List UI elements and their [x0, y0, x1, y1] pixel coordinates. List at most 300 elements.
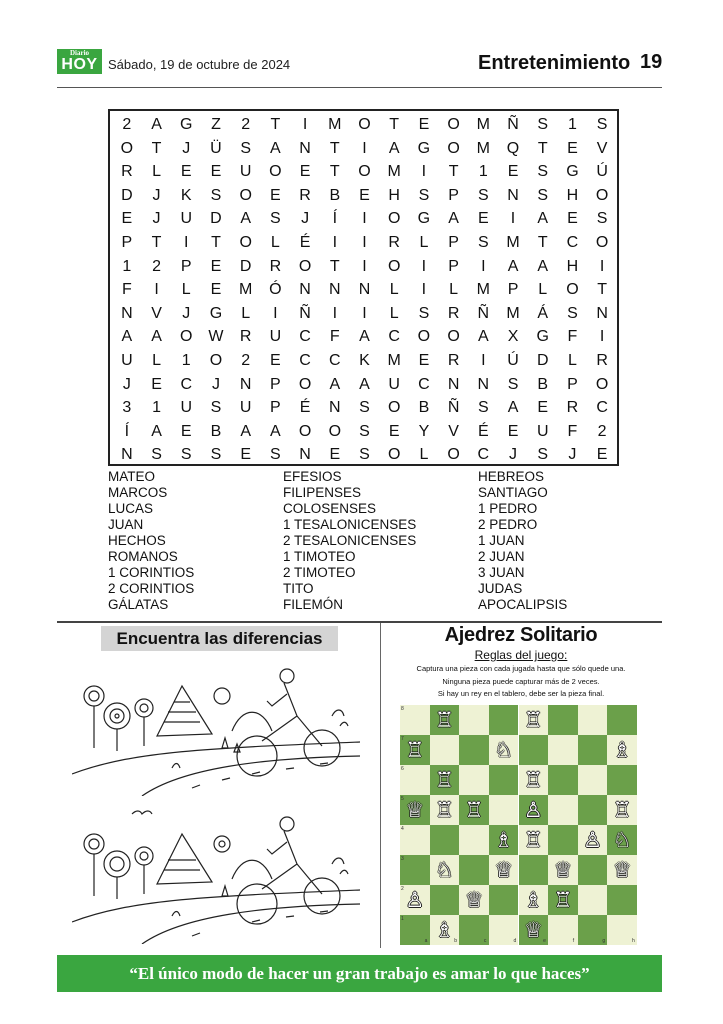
grid-letter: L — [449, 281, 459, 299]
grid-letter: T — [270, 116, 281, 133]
grid-letter: P — [567, 375, 578, 393]
grid-letter: G — [417, 210, 431, 228]
grid-letter: 1 — [152, 399, 161, 417]
rules-title: Reglas del juego: — [474, 648, 568, 662]
grid-letter: Ñ — [299, 304, 311, 322]
file-label: d — [513, 938, 517, 944]
grid-letter: E — [210, 257, 222, 275]
word-item: HECHOS — [108, 533, 166, 548]
queen-icon: ♕ — [494, 858, 514, 882]
board-square — [430, 735, 460, 765]
grid-letter: I — [273, 304, 278, 322]
board-square — [578, 795, 608, 825]
grid-letter: N — [239, 375, 252, 393]
grid-letter: A — [329, 375, 341, 393]
grid-letter: Í — [332, 210, 338, 228]
rook-icon: ♖ — [553, 888, 573, 912]
board-square — [459, 765, 489, 795]
grid-letter: I — [362, 210, 367, 228]
grid-letter: U — [121, 352, 133, 369]
grid-letter: R — [447, 304, 460, 322]
board-square — [459, 735, 489, 765]
word-list-column-1 — [108, 469, 194, 613]
knight-icon: ♘ — [494, 738, 514, 762]
grid-letter: R — [566, 399, 579, 417]
grid-letter: O — [595, 375, 609, 393]
grid-letter: I — [421, 281, 427, 299]
grid-letter: J — [301, 210, 310, 228]
grid-letter: I — [184, 234, 189, 251]
grid-letter: A — [388, 139, 400, 157]
grid-letter: E — [240, 446, 251, 464]
grid-letter: R — [269, 257, 282, 275]
rook-icon: ♖ — [523, 828, 543, 852]
grid-row — [112, 325, 617, 349]
grid-letter: N — [358, 281, 371, 299]
grid-letter: C — [180, 375, 193, 393]
grid-letter: M — [387, 163, 401, 181]
grid-letter: J — [152, 186, 161, 204]
grid-letter: I — [362, 257, 367, 275]
rule-line: Captura una pieza con cada jugada hasta que sólo quede una. — [416, 664, 626, 673]
grid-letter: A — [240, 422, 251, 440]
grid-letter: Z — [211, 116, 221, 133]
grid-letter: A — [240, 210, 251, 228]
grid-letter: S — [477, 234, 489, 251]
knight-icon: ♘ — [435, 858, 454, 882]
grid-letter: N — [299, 446, 311, 464]
grid-letter: L — [152, 352, 161, 369]
grid-letter: P — [270, 375, 281, 393]
grid-letter: I — [154, 281, 159, 299]
grid-letter: P — [448, 234, 459, 251]
grid-letter: S — [359, 446, 370, 464]
grid-letter: I — [332, 304, 338, 322]
grid-letter: S — [567, 304, 578, 322]
board-square — [607, 765, 637, 795]
grid-letter: Ú — [596, 163, 608, 181]
grid-letter: E — [180, 422, 192, 440]
logo-small-text: Diario — [69, 49, 90, 57]
rank-label: 4 — [401, 826, 404, 832]
rank-label: 7 — [401, 736, 404, 742]
grid-letter: É — [477, 422, 489, 440]
grid-letter: D — [121, 186, 133, 204]
grid-letter: L — [241, 304, 251, 322]
grid-letter: 2 — [241, 116, 251, 133]
grid-letter: S — [596, 210, 608, 228]
grid-letter: E — [567, 139, 578, 157]
grid-letter: L — [419, 234, 429, 251]
pawn-icon: ♙ — [523, 798, 543, 822]
grid-letter: A — [359, 328, 370, 346]
grid-letter: O — [595, 186, 609, 204]
board-square — [519, 855, 549, 885]
grid-letter: N — [329, 399, 341, 417]
board-square — [578, 855, 608, 885]
grid-letter: G — [566, 163, 579, 181]
grid-letter: L — [538, 281, 548, 299]
grid-letter: E — [270, 352, 281, 369]
grid-letter: G — [536, 328, 549, 346]
grid-letter: E — [151, 375, 162, 393]
grid-letter: B — [537, 375, 549, 393]
board-square — [519, 735, 549, 765]
grid-letter: A — [448, 210, 459, 228]
grid-letter: O — [417, 328, 431, 346]
grid-letter: O — [358, 163, 371, 181]
grid-letter: C — [299, 352, 311, 369]
grid-letter: Ó — [269, 281, 282, 299]
grid-letter: Ü — [210, 139, 222, 157]
grid-letter: N — [299, 281, 311, 299]
grid-letter: O — [180, 328, 193, 346]
grid-letter: 1 — [122, 257, 132, 275]
section-divider — [57, 621, 662, 623]
word-item: 1 CORINTIOS — [108, 565, 195, 580]
grid-letter: I — [362, 234, 367, 251]
board-square — [459, 825, 489, 855]
grid-letter: R — [299, 186, 311, 204]
grid-letter: N — [299, 139, 311, 157]
grid-letter: M — [476, 139, 490, 157]
grid-row — [112, 396, 617, 420]
grid-letter: N — [596, 304, 608, 322]
grid-letter: O — [239, 186, 252, 204]
grid-letter: L — [152, 163, 161, 181]
board-square — [459, 705, 489, 735]
grid-letter: E — [388, 422, 400, 440]
file-label: e — [543, 938, 546, 944]
board-square — [578, 735, 608, 765]
grid-letter: É — [299, 399, 311, 417]
grid-letter: 1 — [567, 116, 577, 133]
queen-icon: ♕ — [553, 858, 573, 882]
grid-row — [112, 113, 617, 137]
grid-letter: I — [481, 352, 486, 369]
grid-letter: N — [121, 446, 133, 464]
rook-icon: ♖ — [435, 708, 454, 732]
grid-letter: Ñ — [507, 116, 519, 133]
grid-letter: S — [418, 304, 430, 322]
grid-letter: M — [387, 352, 401, 369]
grid-letter: P — [270, 399, 281, 417]
grid-letter: N — [507, 186, 519, 204]
grid-letter: 2 — [122, 116, 132, 133]
grid-letter: O — [298, 375, 312, 393]
board-square — [578, 705, 608, 735]
grid-letter: A — [270, 422, 281, 440]
grid-letter: Ñ — [447, 399, 460, 417]
footer-quote: “El único modo de hacer un gran trabajo es amar lo que haces” — [57, 955, 662, 992]
word-item: JUDAS — [478, 581, 523, 596]
word-item: 1 JUAN — [478, 533, 525, 548]
grid-letter: A — [151, 422, 162, 440]
grid-letter: H — [566, 257, 579, 275]
drawing-modified — [72, 804, 360, 944]
board-square — [489, 705, 519, 735]
header-rule — [57, 87, 662, 88]
rook-icon: ♖ — [523, 708, 543, 732]
grid-letter: D — [239, 257, 252, 275]
grid-letter: F — [567, 422, 578, 440]
grid-letter: W — [208, 328, 224, 346]
word-item: LUCAS — [108, 501, 154, 516]
word-item: FILEMÓN — [283, 597, 344, 612]
grid-letter: X — [507, 328, 519, 346]
board-square — [489, 795, 519, 825]
grid-letter: D — [210, 210, 222, 228]
grid-letter: O — [595, 234, 609, 251]
grid-letter: C — [477, 446, 490, 464]
grid-row — [112, 255, 617, 279]
grid-letter: B — [210, 422, 222, 440]
grid-letter: L — [419, 446, 429, 464]
grid-letter: N — [477, 375, 490, 393]
grid-letter: U — [536, 422, 549, 440]
grid-letter: P — [180, 257, 192, 275]
file-label: a — [424, 938, 428, 944]
word-search-grid — [108, 109, 619, 466]
grid-letter: O — [447, 328, 460, 346]
rook-icon: ♖ — [523, 768, 543, 792]
queen-icon: ♕ — [405, 798, 425, 822]
grid-letter: O — [387, 446, 401, 464]
grid-letter: S — [359, 399, 370, 417]
bishop-icon: ♗ — [494, 828, 514, 852]
grid-letter: M — [506, 234, 520, 251]
grid-letter: 1 — [478, 163, 488, 181]
grid-letter: F — [121, 281, 132, 299]
grid-letter: S — [240, 139, 251, 157]
grid-letter: E — [359, 186, 370, 204]
grid-letter: O — [447, 446, 460, 464]
issue-date: Sábado, 19 de octubre de 2024 — [108, 57, 291, 72]
grid-letter: U — [388, 375, 400, 393]
grid-row — [112, 278, 617, 302]
grid-letter: S — [359, 422, 370, 440]
page-number: 19 — [640, 51, 663, 73]
grid-letter: P — [448, 186, 459, 204]
grid-letter: A — [537, 257, 549, 275]
grid-letter: E — [210, 281, 222, 299]
grid-letter: Ñ — [477, 304, 490, 322]
rook-icon: ♖ — [435, 798, 454, 822]
grid-letter: R — [447, 352, 460, 369]
grid-letter: I — [599, 257, 605, 275]
board-square — [607, 885, 637, 915]
grid-letter: O — [239, 234, 252, 251]
grid-letter: E — [210, 163, 222, 181]
grid-letter: E — [477, 210, 489, 228]
grid-letter: S — [537, 446, 549, 464]
grid-letter: R — [388, 234, 400, 251]
bishop-icon: ♗ — [523, 888, 543, 912]
grid-letter: O — [328, 422, 342, 440]
grid-letter: O — [298, 422, 312, 440]
word-item: 3 JUAN — [478, 565, 525, 580]
grid-letter: E — [180, 163, 192, 181]
grid-letter: O — [120, 139, 134, 157]
bishop-icon: ♗ — [612, 738, 632, 762]
board-square — [400, 855, 430, 885]
grid-letter: P — [507, 281, 519, 299]
word-list-column-2 — [283, 469, 416, 613]
board-square — [578, 885, 608, 915]
grid-letter: T — [151, 139, 162, 157]
grid-letter: R — [239, 328, 252, 346]
grid-letter: S — [507, 375, 519, 393]
knight-icon: ♘ — [612, 828, 632, 852]
grid-letter: O — [298, 257, 312, 275]
grid-letter: I — [599, 328, 605, 346]
grid-letter: O — [447, 116, 460, 133]
grid-letter: B — [329, 186, 341, 204]
grid-letter: E — [567, 210, 578, 228]
grid-letter: U — [180, 399, 193, 417]
grid-row — [112, 443, 617, 467]
grid-letter: E — [596, 446, 608, 464]
board-square — [400, 825, 430, 855]
grid-letter: T — [151, 234, 162, 251]
board-square — [548, 705, 578, 735]
differences-title: Encuentra las diferencias — [101, 626, 338, 651]
grid-letter: S — [537, 163, 549, 181]
grid-letter: I — [362, 304, 367, 322]
grid-letter: I — [362, 139, 367, 157]
grid-letter: T — [211, 234, 221, 251]
grid-letter: T — [537, 139, 548, 157]
grid-letter: V — [596, 139, 608, 157]
grid-letter: L — [181, 281, 191, 299]
grid-letter: M — [506, 304, 520, 322]
grid-row — [112, 349, 617, 373]
file-label: h — [632, 938, 635, 944]
grid-letter: A — [151, 328, 162, 346]
grid-letter: C — [418, 375, 430, 393]
board-square — [430, 885, 460, 915]
grid-letter: H — [566, 186, 579, 204]
file-label: c — [483, 938, 487, 944]
word-item: APOCALIPSIS — [478, 597, 568, 612]
grid-letter: S — [477, 186, 489, 204]
grid-letter: N — [329, 281, 341, 299]
pawn-icon: ♙ — [583, 828, 602, 852]
grid-letter: N — [121, 304, 133, 322]
file-label: g — [602, 938, 606, 944]
grid-letter: A — [121, 328, 133, 346]
grid-letter: O — [566, 281, 579, 299]
grid-letter: C — [596, 399, 608, 417]
board-square — [548, 735, 578, 765]
grid-letter: R — [121, 163, 133, 181]
grid-letter: Ú — [507, 352, 519, 369]
grid-letter: A — [359, 375, 370, 393]
grid-letter: A — [537, 210, 549, 228]
grid-letter: S — [210, 446, 222, 464]
grid-letter: A — [507, 399, 519, 417]
grid-letter: O — [358, 116, 371, 133]
grid-letter: 2 — [152, 257, 161, 275]
grid-letter: A — [151, 116, 162, 133]
rank-label: 6 — [401, 766, 404, 772]
grid-letter: T — [597, 281, 608, 299]
grid-row — [112, 184, 617, 208]
board-square — [400, 765, 430, 795]
logo-text: HOY — [61, 56, 98, 73]
grid-letter: J — [509, 446, 518, 464]
word-item: MARCOS — [108, 485, 168, 500]
grid-letter: T — [448, 163, 459, 181]
grid-letter: D — [536, 352, 549, 369]
grid-letter: S — [210, 399, 222, 417]
grid-letter: G — [180, 116, 193, 133]
grid-letter: G — [209, 304, 223, 322]
board-square — [430, 825, 460, 855]
grid-row — [112, 302, 617, 326]
grid-letter: S — [418, 186, 430, 204]
grid-row — [112, 420, 617, 444]
board-square — [578, 765, 608, 795]
section-title: Entretenimiento — [478, 52, 631, 74]
grid-letter: S — [270, 446, 281, 464]
word-item: 1 TIMOTEO — [283, 549, 356, 564]
grid-letter: J — [182, 139, 191, 157]
grid-letter: S — [477, 399, 489, 417]
word-item: GÁLATAS — [108, 597, 169, 612]
word-item: MATEO — [108, 469, 155, 484]
grid-letter: T — [329, 139, 340, 157]
grid-letter: T — [329, 257, 340, 275]
grid-letter: J — [182, 304, 191, 322]
bishop-icon: ♗ — [435, 918, 454, 942]
rank-label: 8 — [401, 706, 404, 712]
grid-letter: F — [567, 328, 578, 346]
queen-icon: ♕ — [523, 918, 543, 942]
logo — [57, 49, 102, 74]
grid-letter: C — [388, 328, 400, 346]
grid-letter: E — [418, 116, 430, 133]
grid-letter: O — [387, 399, 401, 417]
board-square — [548, 765, 578, 795]
grid-row — [112, 231, 617, 255]
grid-row — [112, 160, 617, 184]
word-item: SANTIAGO — [478, 485, 548, 500]
queen-icon: ♕ — [612, 858, 632, 882]
rook-icon: ♖ — [464, 798, 484, 822]
grid-letter: I — [421, 163, 427, 181]
grid-letter: U — [180, 210, 193, 228]
grid-letter: C — [299, 328, 311, 346]
grid-letter: T — [329, 163, 340, 181]
chess-title: Ajedrez Solitario — [444, 624, 598, 646]
grid-letter: Q — [506, 139, 520, 157]
grid-letter: S — [151, 446, 162, 464]
file-label: f — [572, 938, 575, 944]
rook-icon: ♖ — [405, 738, 425, 762]
grid-letter: P — [121, 234, 133, 251]
grid-letter: A — [477, 328, 489, 346]
grid-letter: Í — [124, 422, 130, 440]
board-square — [548, 825, 578, 855]
grid-letter: S — [537, 116, 549, 133]
grid-letter: V — [151, 304, 162, 322]
grid-letter: I — [421, 257, 427, 275]
grid-letter: K — [359, 352, 370, 369]
grid-letter: E — [121, 210, 133, 228]
word-item: COLOSENSES — [283, 501, 377, 516]
grid-letter: É — [299, 234, 311, 251]
